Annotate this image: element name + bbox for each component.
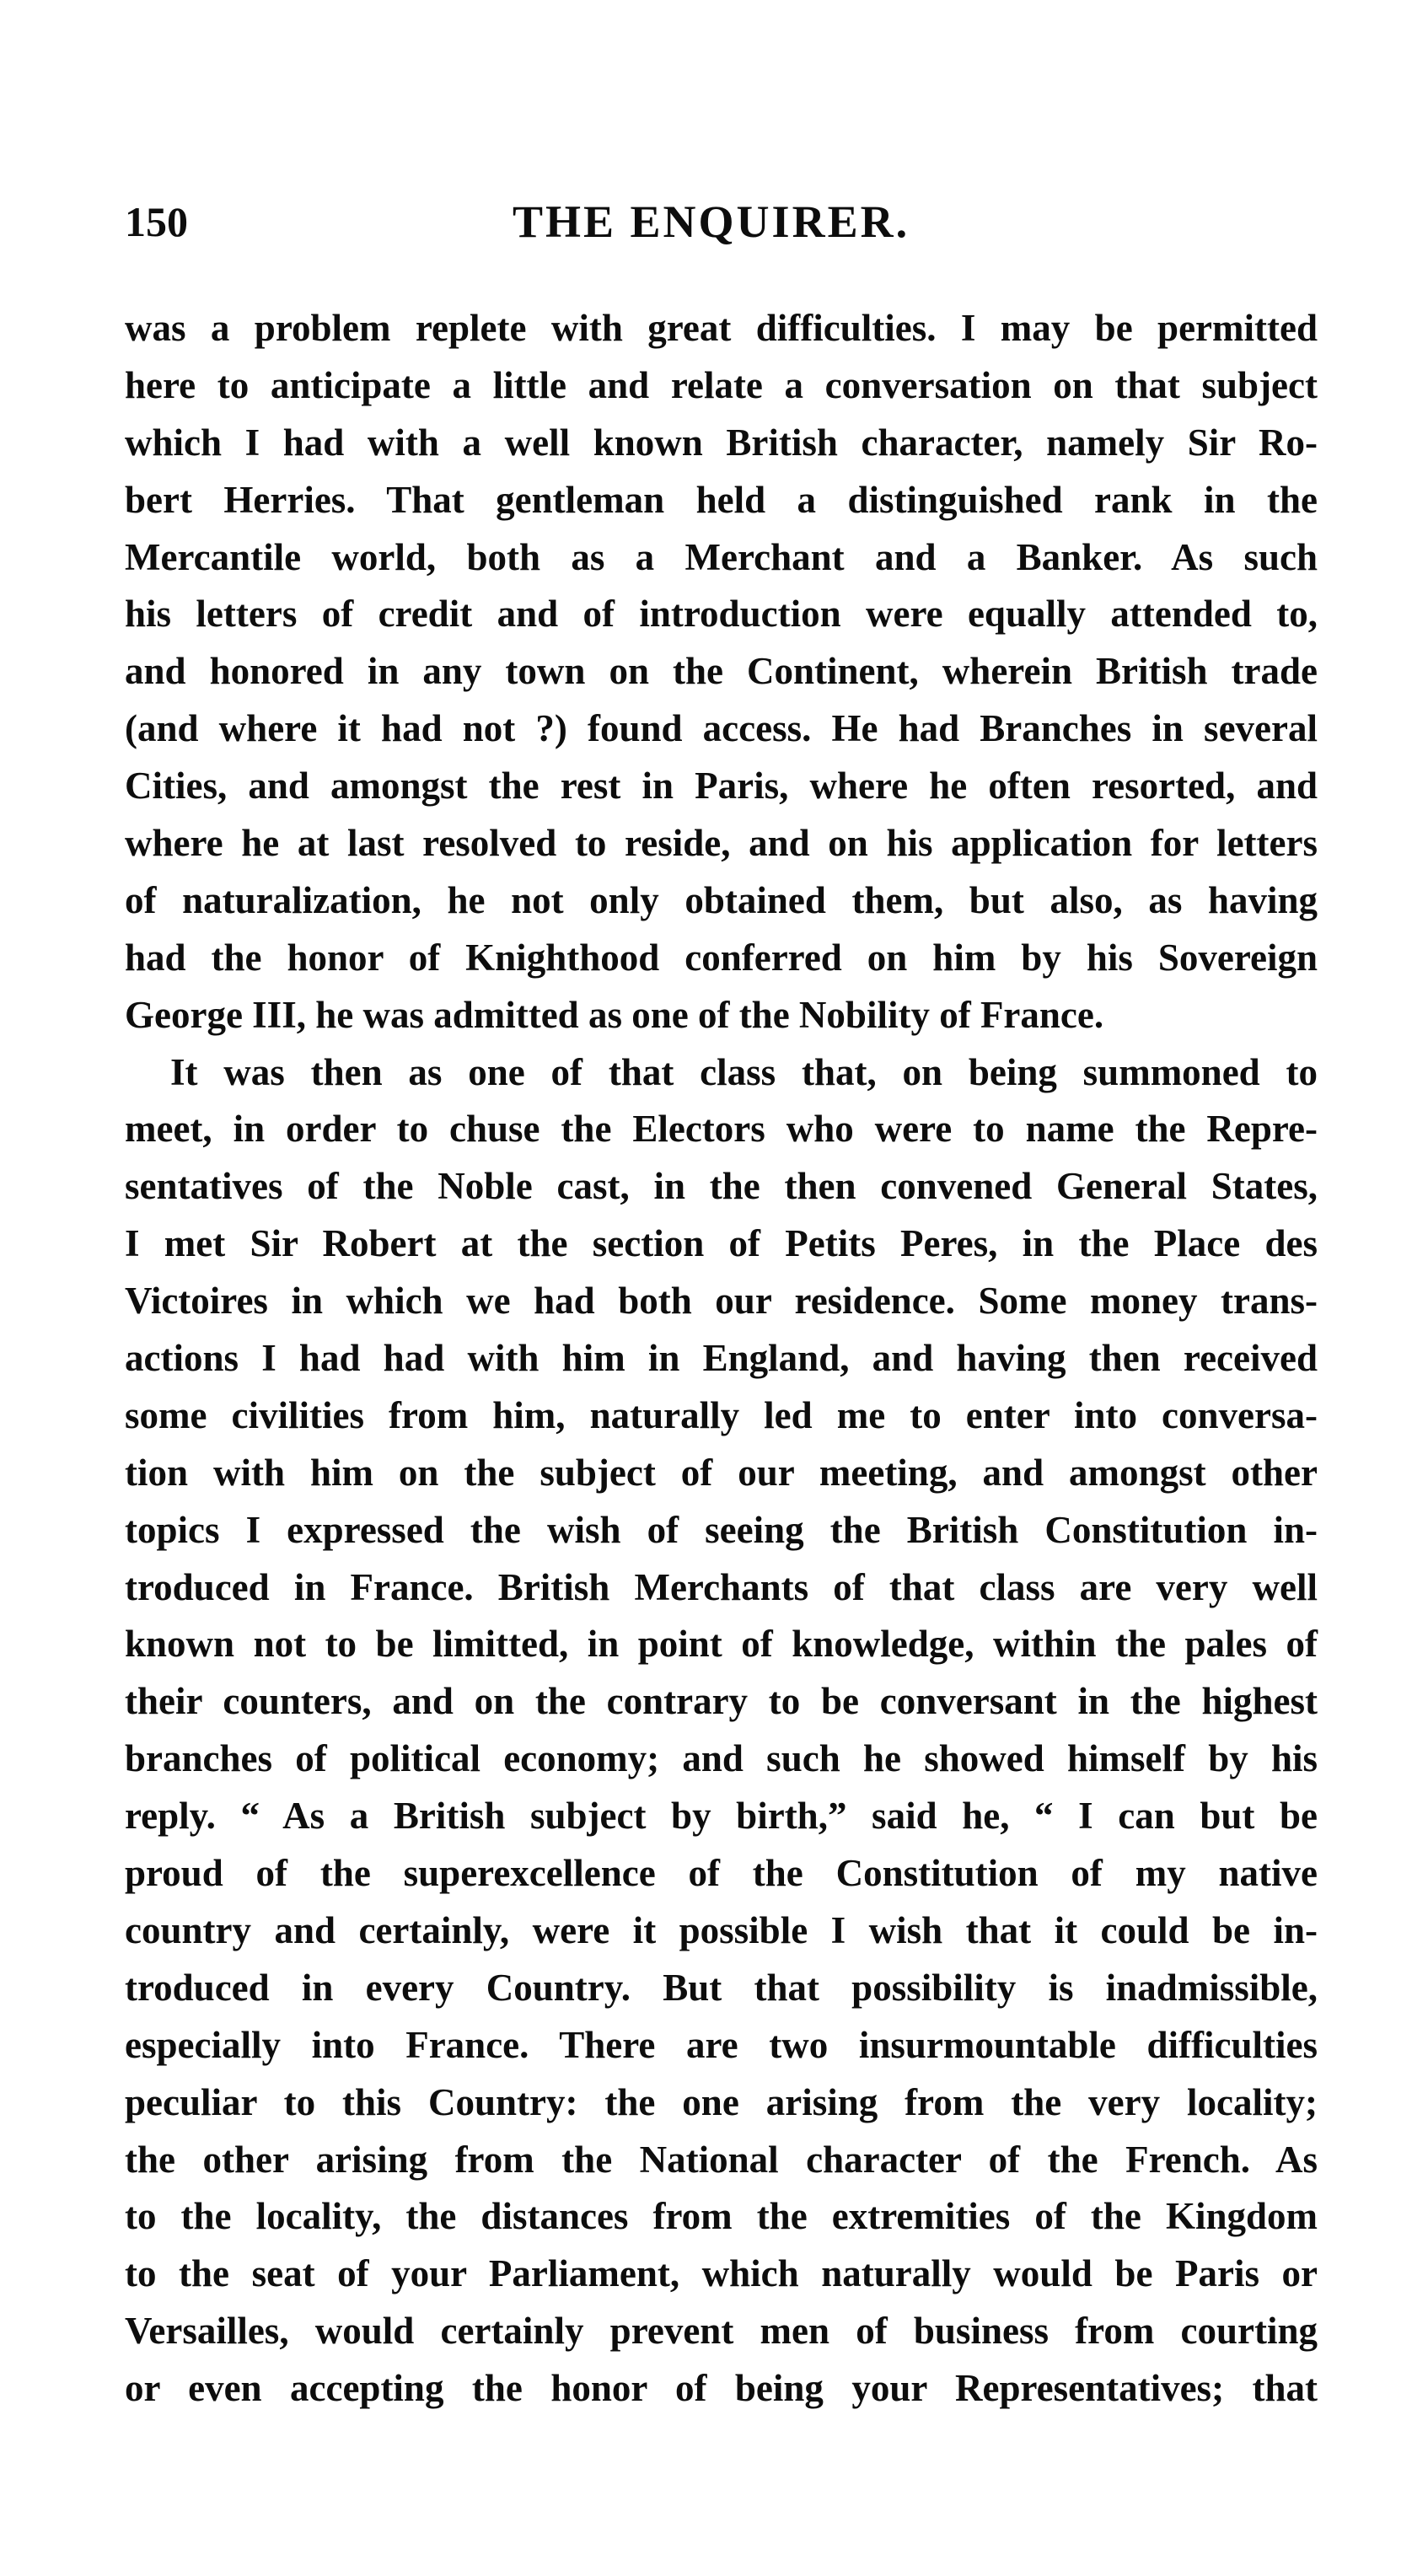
text-line: and honored in any town on the Continent, wherein British trade: [125, 650, 1318, 693]
text-line: Versailles, would certainly prevent men of business from courting: [125, 2310, 1318, 2353]
text-line: Victoires in which we had both our residence. Some money trans-: [125, 1280, 1318, 1323]
text-line: I met Sir Robert at the section of Petits Peres, in the Place des: [125, 1222, 1318, 1265]
text-line: to the locality, the distances from the extremities of the Kingdom: [125, 2195, 1318, 2238]
text-line: sentatives of the Noble cast, in the then convened General States,: [125, 1165, 1318, 1208]
text-line: topics I expressed the wish of seeing the British Constitution in-: [125, 1508, 1318, 1551]
text-line: to the seat of your Parliament, which naturally would be Paris or: [125, 2252, 1318, 2295]
page-number: 150: [125, 198, 188, 245]
text-line: known not to be limitted, in point of knowledge, within the pales of: [125, 1623, 1318, 1666]
text-line: bert Herries. That gentleman held a distinguished rank in the: [125, 478, 1318, 521]
running-head: THE ENQUIRER.: [513, 196, 910, 247]
text-line: (and where it had not ?) found access. He had Branches in several: [125, 707, 1318, 750]
text-line: country and certainly, were it possible I wish that it could be in-: [125, 1908, 1318, 1951]
text-line: where he at last resolved to reside, and on his application for letters: [125, 822, 1318, 865]
text-line: George III, he was admitted as one of the Nobility of France.: [125, 993, 1104, 1036]
text-line: branches of political economy; and such he showed himself by his: [125, 1737, 1318, 1780]
text-line: the other arising from the National character of the French. As: [125, 2138, 1318, 2181]
text-line: troduced in France. British Merchants of that class are very well: [125, 1565, 1318, 1608]
text-line: Cities, and amongst the rest in Paris, where he often resorted, and: [125, 765, 1318, 808]
text-line: especially into France. There are two insurmountable difficulties: [125, 2023, 1318, 2066]
text-line: peculiar to this Country: the one arising from the very locality;: [125, 2080, 1318, 2123]
text-line: or even accepting the honor of being your Representatives; that: [125, 2367, 1318, 2410]
text-line: some civilities from him, naturally led me to enter into conversa-: [125, 1393, 1318, 1436]
text-line: proud of the superexcellence of the Constitution of my native: [125, 1852, 1318, 1895]
text-line: actions I had had with him in England, and having then received: [125, 1337, 1318, 1380]
body-text: [125, 300, 1318, 2418]
text-line: Mercantile world, both as a Merchant and a Banker. As such: [125, 535, 1318, 578]
text-line: reply. “ As a British subject by birth,” said he, “ I can but be: [125, 1795, 1318, 1838]
page-header: [118, 192, 1332, 251]
text-line: meet, in order to chuse the Electors who were to name the Repre-: [125, 1108, 1318, 1151]
text-line: was a problem replete with great difficulties. I may be permitted: [125, 307, 1318, 349]
text-line: It was then as one of that class that, on being summoned to: [170, 1050, 1318, 1093]
text-line: which I had with a well known British character, namely Sir Ro-: [125, 421, 1318, 464]
text-line: tion with him on the subject of our meeting, and amongst other: [125, 1451, 1318, 1494]
text-line: their counters, and on the contrary to be conversant in the highest: [125, 1680, 1318, 1723]
paragraph-1: [125, 300, 1318, 1044]
text-line: of naturalization, he not only obtained them, but also, as having: [125, 878, 1318, 921]
text-line: troduced in every Country. But that possibility is inadmissible,: [125, 1966, 1318, 2009]
paragraph-2: [125, 1044, 1318, 2418]
text-line: his letters of credit and of introduction were equally attended to,: [125, 593, 1318, 636]
text-line: here to anticipate a little and relate a conversation on that subject: [125, 363, 1318, 406]
text-line: had the honor of Knighthood conferred on him by his Sovereign: [125, 936, 1318, 979]
